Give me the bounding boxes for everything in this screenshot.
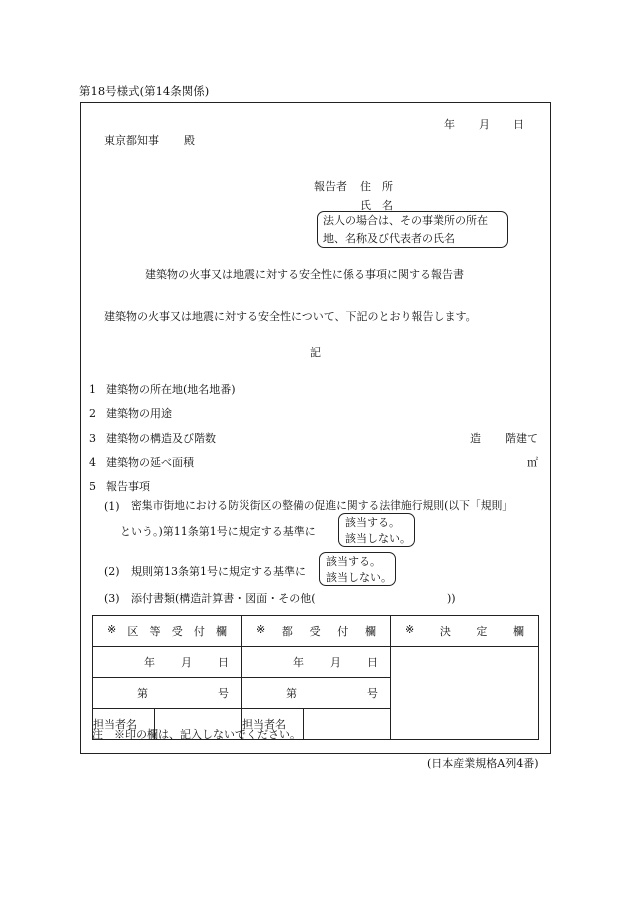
sub1-option-not-applicable: 該当しない。 <box>345 532 411 545</box>
report-title: 建築物の火事又は地震に対する安全性に係る事項に関する報告書 <box>145 268 464 281</box>
item3-number: 3 <box>89 432 96 445</box>
item1-number: 1 <box>89 383 96 396</box>
ward-date-month: 月 <box>181 656 192 669</box>
corporate-note-line1: 法人の場合は、その事業所の所在 <box>323 214 488 227</box>
note-text: 注 ※印の欄は、記入しないでください。 <box>92 728 301 741</box>
item5-number: 5 <box>89 480 96 493</box>
sub2-option-applicable: 該当する。 <box>326 555 381 568</box>
reporter-name-label: 氏 名 <box>360 199 393 212</box>
header-ward-char: 付 <box>193 625 205 638</box>
item1-label: 建築物の所在地(地名地番) <box>106 383 236 396</box>
header-metro-char: 受 <box>309 625 321 638</box>
header-ward-char: 欄 <box>216 625 227 638</box>
ward-person-label: 担当者名 <box>93 709 155 740</box>
reception-table <box>92 615 539 740</box>
metro-date-year: 年 <box>293 656 304 669</box>
sub2-text: 規則第13条第1号に規定する基準に <box>131 565 306 578</box>
header-metro-char: ※ <box>256 623 266 636</box>
header-metro-char: 欄 <box>364 625 376 638</box>
header-decision <box>391 616 539 647</box>
item4-label: 建築物の延べ面積 <box>106 456 194 469</box>
item3-label: 建築物の構造及び階数 <box>106 432 216 445</box>
form-number: 第18号様式(第14条関係) <box>79 84 210 98</box>
header-metro-char: 都 <box>281 625 293 638</box>
metro-date-cell <box>242 647 391 678</box>
sub3-number: (3) <box>104 592 120 605</box>
metro-person-field[interactable] <box>304 709 391 740</box>
header-ward-char: 区 <box>127 625 139 638</box>
item2-number: 2 <box>89 407 96 420</box>
header-decision-char: 定 <box>476 625 488 638</box>
ward-date-cell <box>93 647 242 678</box>
item3-zou: 造 <box>470 432 481 445</box>
sub1-line1: 密集市街地における防災街区の整備の促進に関する法律施行規則(以下「規則」 <box>131 499 514 512</box>
item5-label: 報告事項 <box>106 480 150 493</box>
item3-kaidate: 階建て <box>505 432 538 445</box>
header-metro-char: 付 <box>337 625 349 638</box>
paper-size: (日本産業規格A列4番) <box>427 757 539 770</box>
sub2-option-not-applicable: 該当しない。 <box>326 571 392 584</box>
metro-number-dai: 第 <box>286 687 297 700</box>
date-year: 年 <box>444 118 455 131</box>
ki-heading: 記 <box>310 346 321 359</box>
metro-number-go: 号 <box>367 687 378 700</box>
ward-number-go: 号 <box>218 687 229 700</box>
header-decision-char: 欄 <box>513 625 524 638</box>
header-ward-char: 受 <box>171 625 183 638</box>
ward-date-year: 年 <box>144 656 155 669</box>
sub3-text: 添付書類(構造計算書・図面・その他( <box>131 592 316 605</box>
reporter-address-label: 住 所 <box>360 180 393 193</box>
header-ward-char: 等 <box>149 625 161 638</box>
item2-label: 建築物の用途 <box>106 407 172 420</box>
metro-number-cell <box>242 678 391 709</box>
header-metro-reception <box>242 616 391 647</box>
sub2-number: (2) <box>104 565 120 578</box>
sub3-close: )) <box>447 592 456 605</box>
corporate-note-line2: 地、名称及び代表者の氏名 <box>323 232 455 245</box>
reporter-label: 報告者 <box>314 180 347 193</box>
addressee-name: 東京都知事 <box>104 134 159 147</box>
metro-person-label: 担当者名 <box>242 709 304 740</box>
header-ward-reception <box>93 616 242 647</box>
item4-number: 4 <box>89 456 96 469</box>
metro-date-month: 月 <box>330 656 341 669</box>
header-ward-char: ※ <box>107 623 117 636</box>
ward-date-day: 日 <box>218 656 229 669</box>
header-decision-char: ※ <box>405 623 415 636</box>
metro-date-day: 日 <box>367 656 378 669</box>
date-day: 日 <box>513 118 524 131</box>
header-decision-char: 決 <box>439 625 451 638</box>
date-month: 月 <box>479 118 490 131</box>
item4-unit: ㎡ <box>527 456 538 469</box>
sub1-line2: という。)第11条第1号に規定する基準に <box>120 525 316 538</box>
sub1-number: (1) <box>104 500 120 513</box>
addressee-honorific: 殿 <box>184 134 195 147</box>
decision-cell <box>391 647 539 740</box>
intro-text: 建築物の火事又は地震に対する安全性について、下記のとおり報告します。 <box>104 310 477 323</box>
sub1-option-applicable: 該当する。 <box>345 516 400 529</box>
ward-number-cell <box>93 678 242 709</box>
ward-number-dai: 第 <box>137 687 148 700</box>
